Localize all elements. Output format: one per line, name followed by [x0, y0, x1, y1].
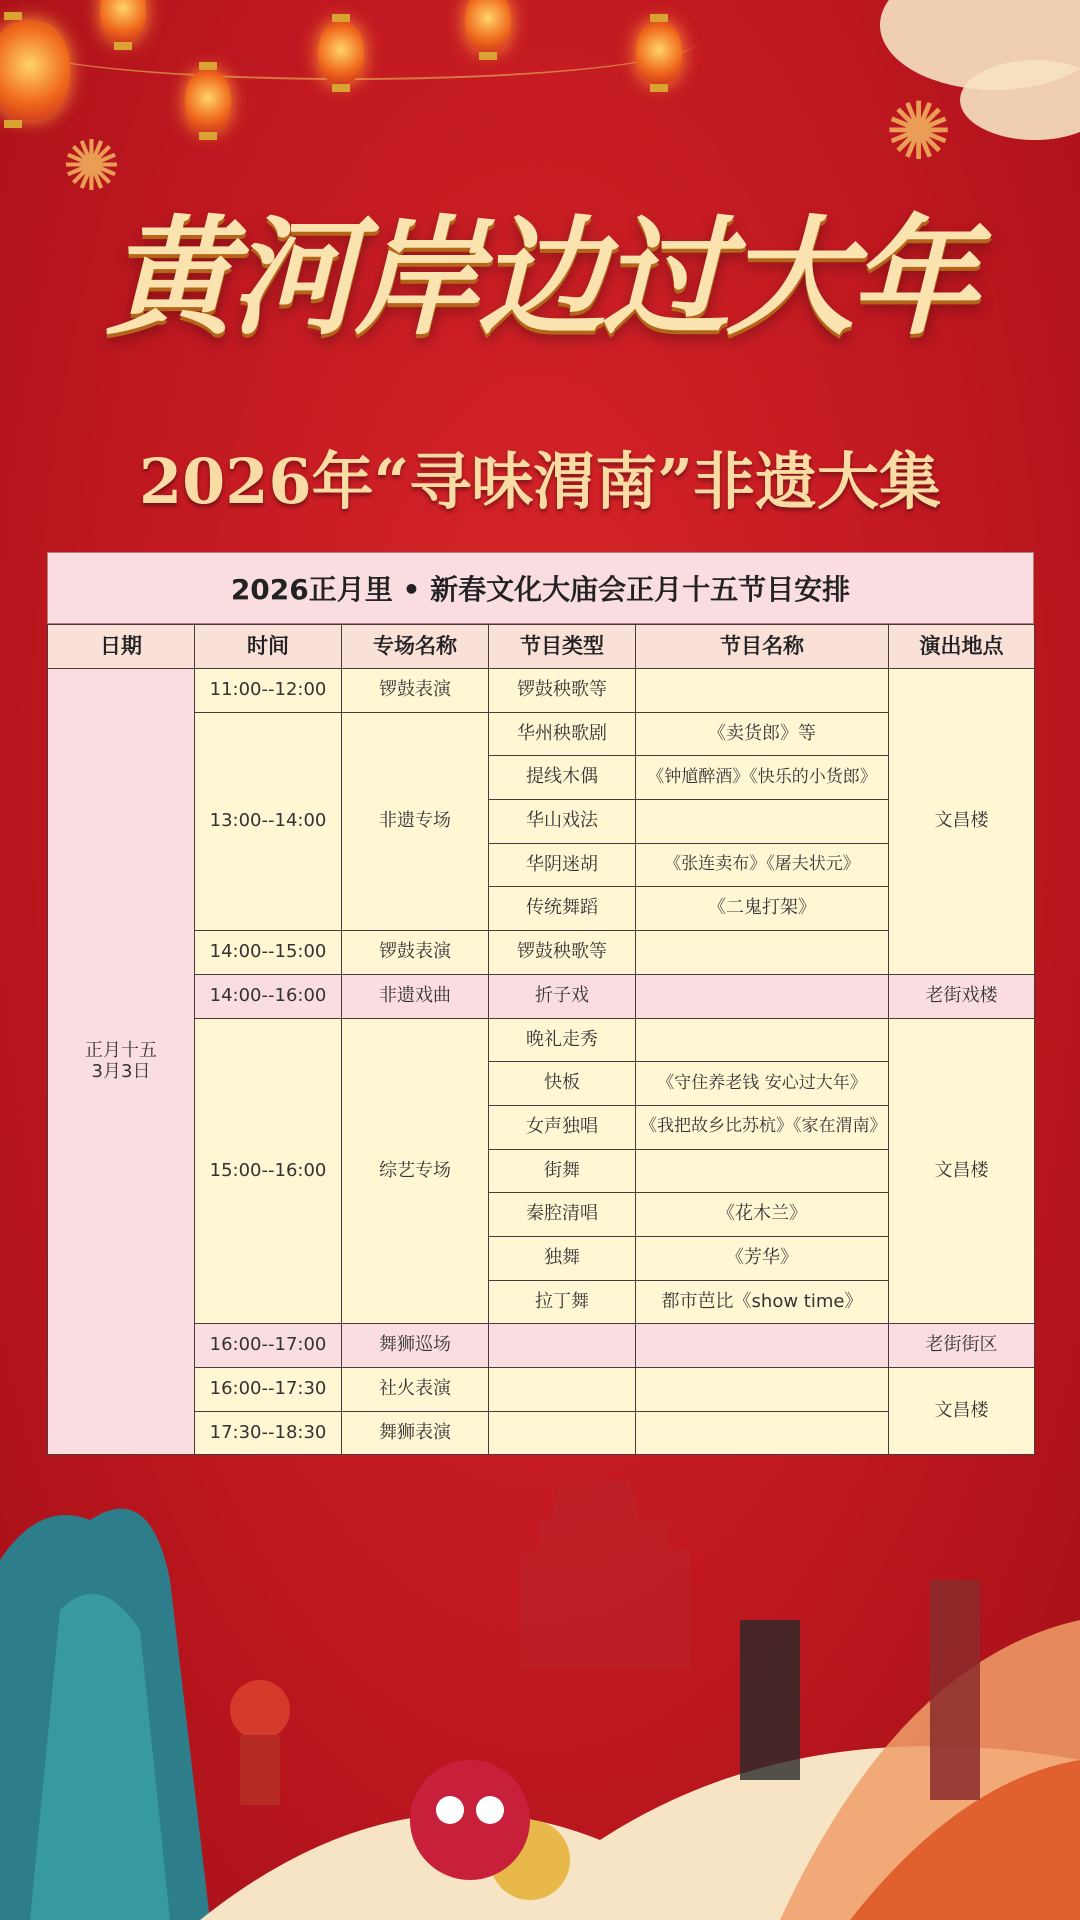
date-lunar: 正月十五 — [85, 1040, 157, 1061]
session-cell: 非遗戏曲 — [342, 974, 489, 1018]
lantern-icon — [636, 22, 682, 84]
table-row — [48, 712, 1035, 756]
program-cell — [636, 931, 889, 975]
time-cell: 14:00--16:00 — [195, 974, 342, 1018]
venue-cell: 文昌楼 — [889, 669, 1035, 975]
time-cell: 13:00--14:00 — [195, 712, 342, 930]
program-cell: 《守住养老钱 安心过大年》 — [636, 1062, 889, 1106]
program-cell: 《二鬼打架》 — [636, 887, 889, 931]
type-cell: 华州秧歌剧 — [489, 712, 636, 756]
time-cell: 16:00--17:30 — [195, 1368, 342, 1412]
header-type: 节目类型 — [489, 625, 636, 669]
type-cell: 传统舞蹈 — [489, 887, 636, 931]
program-cell: 《张连卖布》《屠夫状元》 — [636, 843, 889, 887]
type-cell: 独舞 — [489, 1236, 636, 1280]
type-cell: 华阴迷胡 — [489, 843, 636, 887]
program-cell — [636, 1324, 889, 1368]
type-cell — [489, 1324, 636, 1368]
table-row — [48, 1324, 1035, 1368]
header-date: 日期 — [48, 625, 195, 669]
type-cell: 提线木偶 — [489, 756, 636, 800]
type-cell — [489, 1411, 636, 1455]
session-cell: 非遗专场 — [342, 712, 489, 930]
table-header-row — [48, 625, 1035, 669]
folk-art-scene-icon — [0, 1460, 1080, 1920]
header-venue: 演出地点 — [889, 625, 1035, 669]
type-cell: 锣鼓秧歌等 — [489, 931, 636, 975]
table-row — [48, 1368, 1035, 1412]
date-cell — [48, 669, 195, 1455]
session-cell: 综艺专场 — [342, 1018, 489, 1324]
venue-cell: 文昌楼 — [889, 1368, 1035, 1455]
program-cell — [636, 669, 889, 713]
program-cell — [636, 1149, 889, 1193]
firework-icon: ✺ — [885, 85, 953, 178]
program-cell: 《我把故乡比苏杭》《家在渭南》 — [636, 1105, 889, 1149]
table-row — [48, 974, 1035, 1018]
session-cell: 舞狮表演 — [342, 1411, 489, 1455]
type-cell: 街舞 — [489, 1149, 636, 1193]
type-cell: 秦腔清唱 — [489, 1193, 636, 1237]
program-cell: 都市芭比《show time》 — [636, 1280, 889, 1324]
header-time: 时间 — [195, 625, 342, 669]
schedule-title: 2026正月里 • 新春文化大庙会正月十五节目安排 — [47, 552, 1034, 624]
poster-headline: 黄河岸边过大年 — [105, 203, 974, 353]
program-cell — [636, 800, 889, 844]
decorative-bottom-illustration — [0, 1460, 1080, 1920]
program-cell: 《卖货郎》等 — [636, 712, 889, 756]
program-cell — [636, 1411, 889, 1455]
type-cell: 快板 — [489, 1062, 636, 1106]
venue-cell: 老街街区 — [889, 1324, 1035, 1368]
lantern-icon — [185, 70, 231, 132]
poster-subtitle: 2026年“寻味渭南”非遗大集 — [139, 445, 941, 518]
program-cell — [636, 1368, 889, 1412]
type-cell: 折子戏 — [489, 974, 636, 1018]
session-cell: 社火表演 — [342, 1368, 489, 1412]
table-row — [48, 1411, 1035, 1455]
session-cell: 锣鼓表演 — [342, 931, 489, 975]
time-cell: 17:30--18:30 — [195, 1411, 342, 1455]
lantern-icon — [465, 0, 511, 52]
type-cell: 锣鼓秧歌等 — [489, 669, 636, 713]
time-cell: 16:00--17:00 — [195, 1324, 342, 1368]
table-row — [48, 931, 1035, 975]
program-cell — [636, 1018, 889, 1062]
lantern-icon — [0, 20, 70, 120]
date-gregorian: 3月3日 — [91, 1060, 151, 1082]
type-cell — [489, 1368, 636, 1412]
program-cell — [636, 974, 889, 1018]
venue-cell: 文昌楼 — [889, 1018, 1035, 1324]
type-cell: 拉丁舞 — [489, 1280, 636, 1324]
program-cell: 《花木兰》 — [636, 1193, 889, 1237]
program-cell: 《钟馗醉酒》《快乐的小货郎》 — [636, 756, 889, 800]
time-cell: 15:00--16:00 — [195, 1018, 342, 1324]
program-cell: 《芳华》 — [636, 1236, 889, 1280]
schedule-table — [47, 624, 1035, 1455]
type-cell: 女声独唱 — [489, 1105, 636, 1149]
session-cell: 舞狮巡场 — [342, 1324, 489, 1368]
type-cell: 华山戏法 — [489, 800, 636, 844]
table-row — [48, 669, 1035, 713]
table-row — [48, 1018, 1035, 1062]
header-program: 节目名称 — [636, 625, 889, 669]
venue-cell: 老街戏楼 — [889, 974, 1035, 1018]
firework-icon: ✺ — [62, 125, 121, 207]
time-cell: 14:00--15:00 — [195, 931, 342, 975]
time-cell: 11:00--12:00 — [195, 669, 342, 713]
lantern-icon — [318, 22, 364, 84]
type-cell: 晚礼走秀 — [489, 1018, 636, 1062]
header-session: 专场名称 — [342, 625, 489, 669]
session-cell: 锣鼓表演 — [342, 669, 489, 713]
